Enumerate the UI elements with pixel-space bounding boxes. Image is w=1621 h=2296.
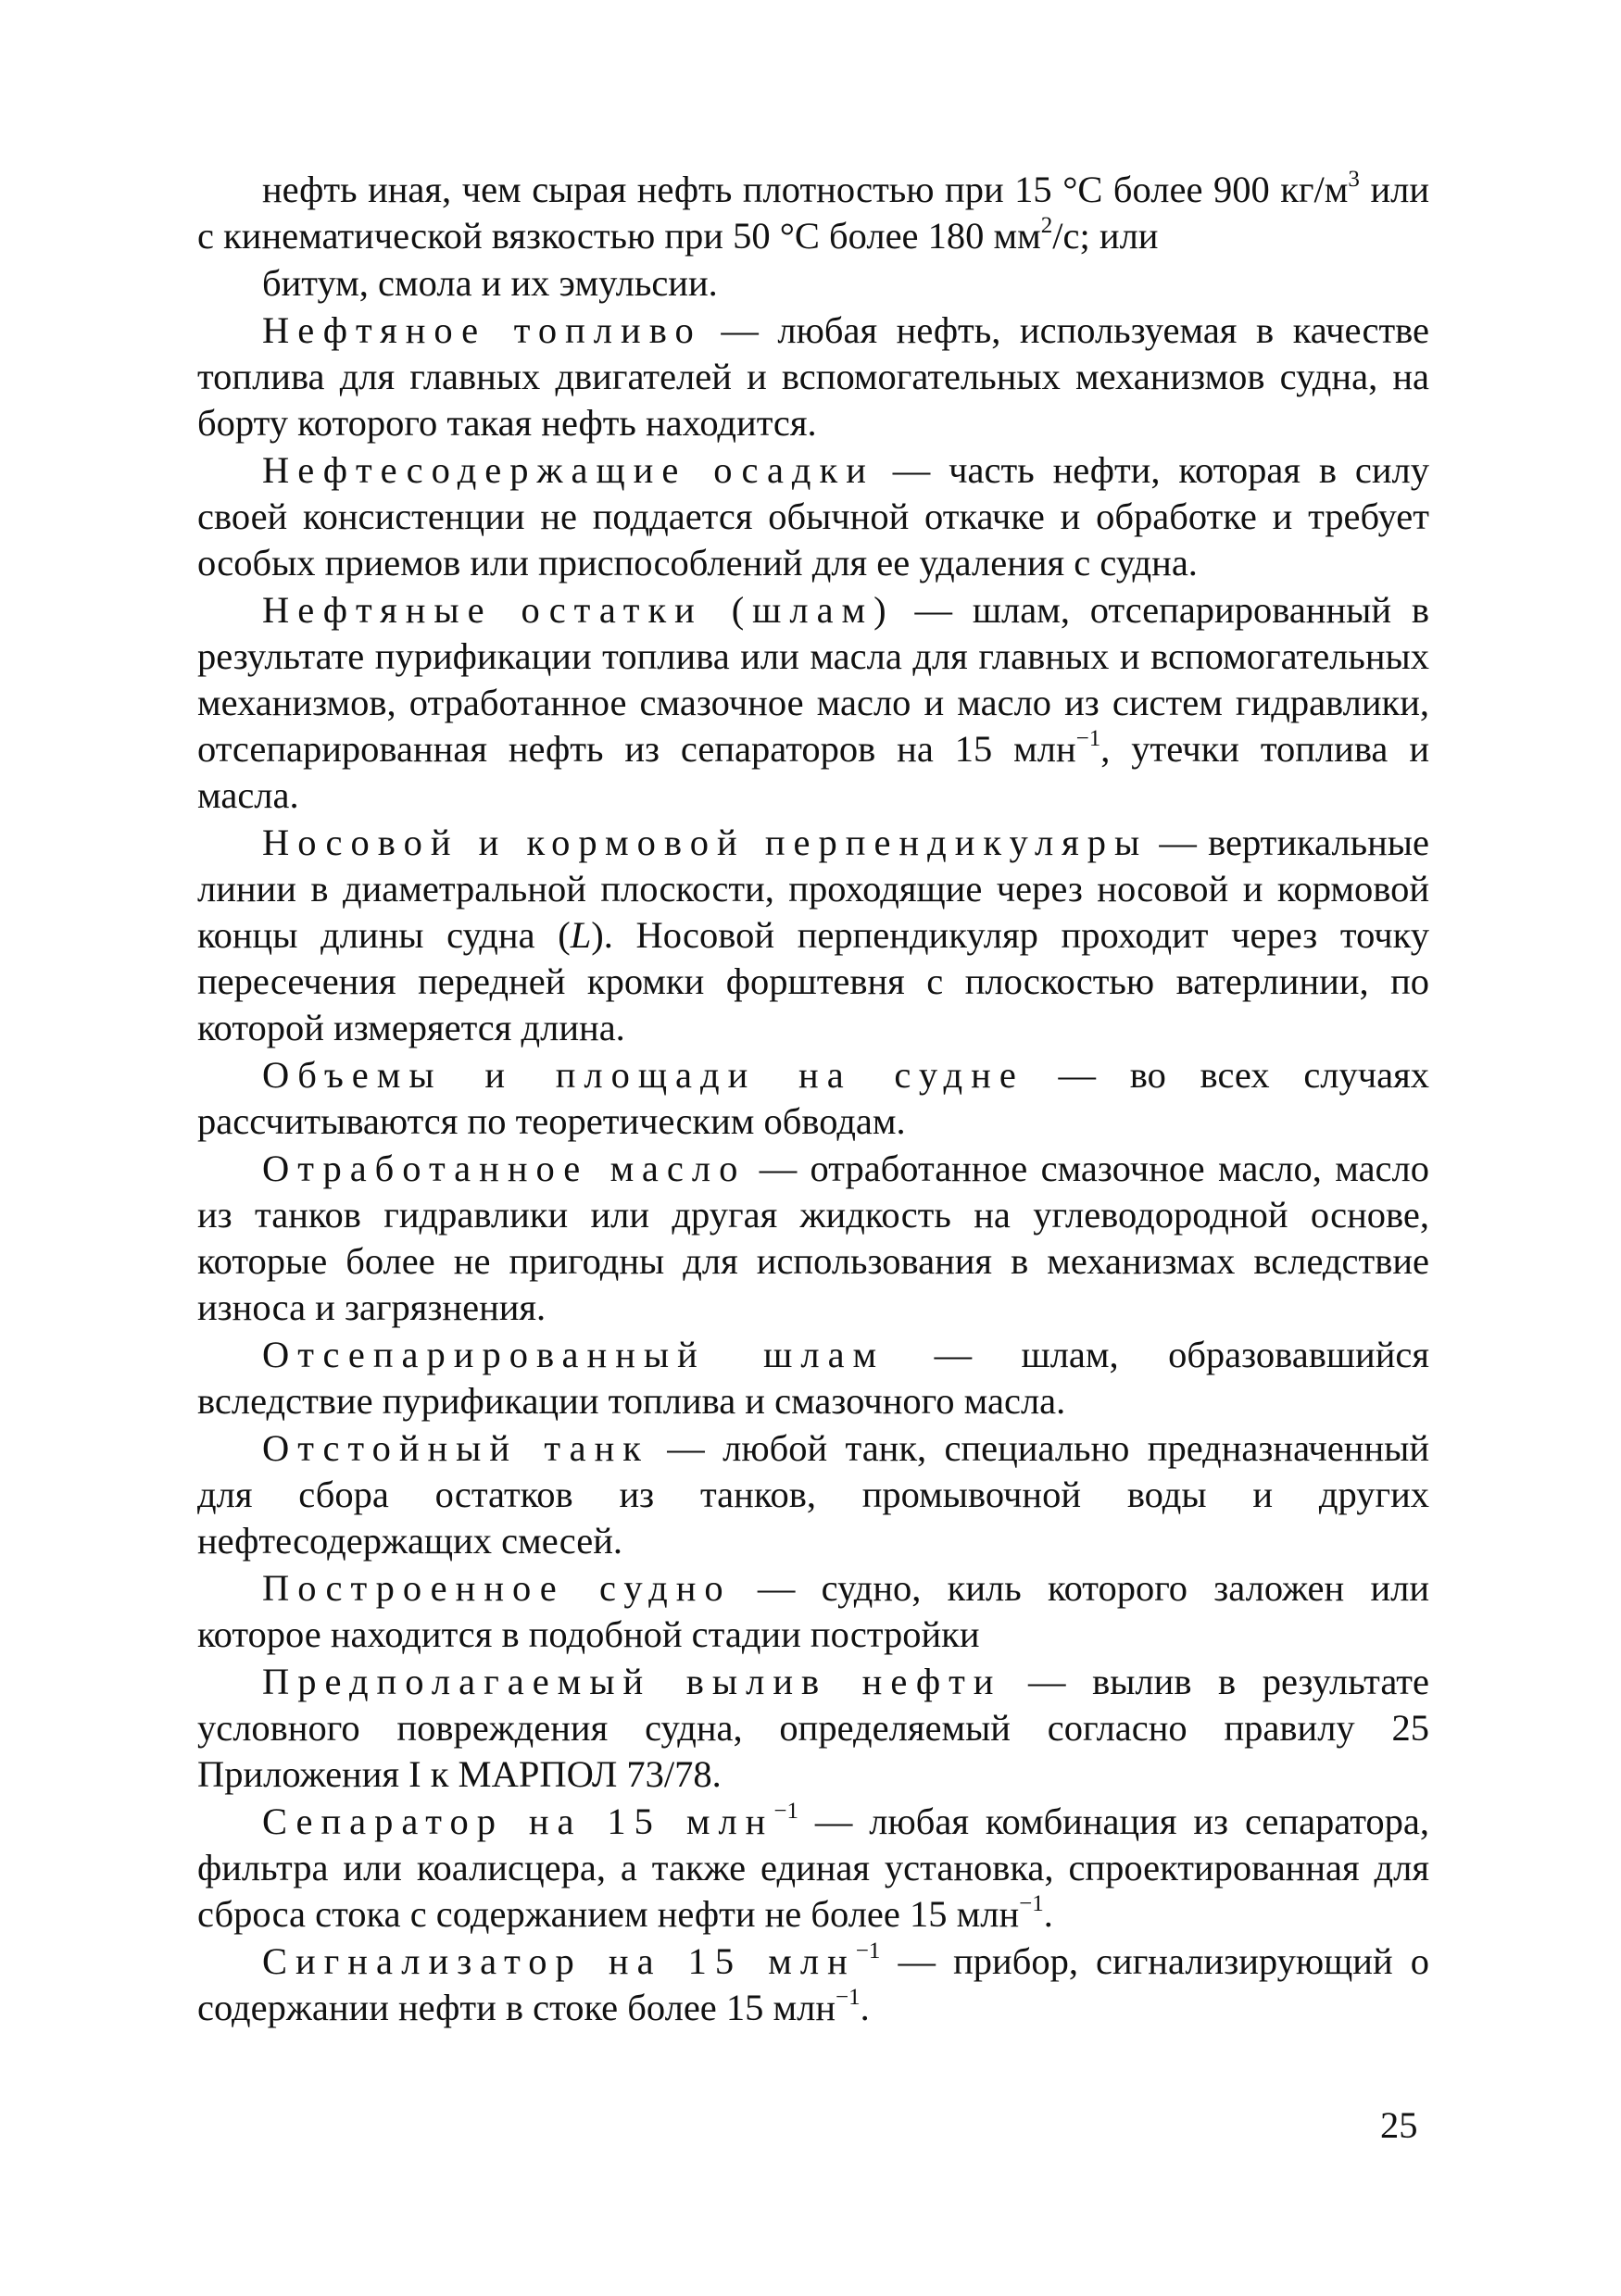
paragraph-text: . (1043, 1893, 1053, 1935)
definition-paragraph (197, 1659, 1429, 1798)
defined-term: Сепаратор на 15 млн (262, 1800, 774, 1842)
text-paragraph (197, 260, 1429, 307)
paragraph-text: — часть нефти, которая в силу своей консистенции не поддается обычной откачке и обработке и требует особых приемов или приспособлений для ее удаления с судна. (197, 449, 1429, 583)
paragraph-text: , утечки топлива и масла. (197, 728, 1429, 816)
superscript: −1 (1075, 726, 1101, 751)
defined-term: Предполагаемый вылив нефти (262, 1661, 1002, 1702)
paragraph-text: — прибор, сигнализирующий о содержании нефти в стоке более 15 млн (197, 1940, 1429, 2028)
defined-term: Нефтесодержащие осадки (262, 449, 874, 491)
definition-paragraph (197, 1146, 1429, 1331)
superscript: 2 (1040, 213, 1053, 238)
page-number: 25 (1380, 2104, 1418, 2146)
paragraph-text: — вертикальные линии в диаметральной плоскости, проходящие через носовой и кормовой концы длины судна ( (197, 822, 1429, 956)
defined-term: Сигнализатор на 15 млн (262, 1940, 856, 1982)
definition-paragraph (197, 587, 1429, 819)
paragraph-text: — любая комбинация из сепаратора, фильтра или коалисцера, а также единая установка, спроектированная для сброса стока с содержанием нефти не более 15 млн (197, 1800, 1430, 1935)
paragraph-text: ). Носовой перпендикуляр проходит через точку пересечения передней кромки форштевня с плоскостью ватерлинии, по которой измеряется длина. (197, 914, 1429, 1048)
paragraph-text: — шлам, образовавшийся вследствие пурификации топлива и смазочного масла. (197, 1334, 1429, 1422)
definition-paragraph (197, 1799, 1429, 1938)
paragraph-text: — вылив в результате условного повреждения судна, определяемый согласно правилу 25 Приложения I к МАРПОЛ 73/78. (197, 1661, 1429, 1795)
defined-term: Построенное судно (262, 1567, 732, 1609)
definition-paragraph (197, 307, 1429, 446)
definition-paragraph (197, 1565, 1429, 1658)
definition-paragraph (197, 447, 1429, 586)
paragraph-text: — отработанное смазочное масло, масло из танков гидравлики или другая жидкость на углеводородной основе, которые более не пригодны для использования в механизмах вследствие износа и загрязнения. (197, 1148, 1429, 1328)
paragraph-text: /с; или (1052, 215, 1159, 257)
definition-paragraph (197, 820, 1429, 1051)
definition-paragraph (197, 1425, 1429, 1564)
paragraph-text: — шлам, отсепарированный в результате пурификации топлива или масла для главных и вспомогательных механизмов, отработанное смазочное масло и масло из систем гидравлики, отсепарированная нефть из сепараторов на 15 млн (197, 589, 1429, 770)
italic-symbol: L (570, 914, 592, 956)
definition-paragraph (197, 1332, 1429, 1424)
superscript: −1 (1019, 1891, 1044, 1916)
superscript: −1 (836, 1985, 861, 2010)
defined-term: Отработанное масло (262, 1148, 747, 1189)
paragraph-text: — любой танк, специально предназначенный для сбора остатков из танков, промывочной воды и других нефтесодержащих смесей. (197, 1427, 1429, 1562)
paragraph-text: . (860, 1987, 870, 2028)
defined-term: Нефтяное топливо (262, 309, 702, 351)
paragraph-text: нефть иная, чем сырая нефть плотностью при 15 °С более 900 кг/м (262, 169, 1349, 210)
defined-term: Носовой и кормовой перпендикуляры (262, 822, 1149, 863)
definition-paragraph (197, 1052, 1429, 1145)
defined-term: Отсепарированный шлам (262, 1334, 886, 1375)
paragraph-text: — любая нефть, используемая в качестве топлива для главных двигателей и вспомогательных механизмов судна, на борту которого такая нефть находится. (197, 309, 1430, 444)
term-superscript: −1 (773, 1799, 798, 1824)
text-paragraph (197, 167, 1429, 259)
paragraph-text: битум, смола и их эмульсии. (262, 262, 718, 304)
paragraph-text: — во всех случаях рассчитываются по теоретическим обводам. (197, 1054, 1429, 1142)
paragraph-text: — судно, киль которого заложен или которое находится в подобной стадии постройки (197, 1567, 1429, 1655)
defined-term: Объемы и площади на судне (262, 1054, 1024, 1096)
page-body (197, 167, 1429, 2032)
superscript: 3 (1348, 167, 1360, 192)
defined-term: Нефтяные остатки (шлам) (262, 589, 895, 631)
defined-term: Отстойный танк (262, 1427, 649, 1469)
definition-paragraph (197, 1938, 1429, 2031)
paragraph-text: или с кинематической вязкостью при 50 °С более 180 мм (197, 169, 1429, 257)
term-superscript: −1 (855, 1938, 881, 1964)
